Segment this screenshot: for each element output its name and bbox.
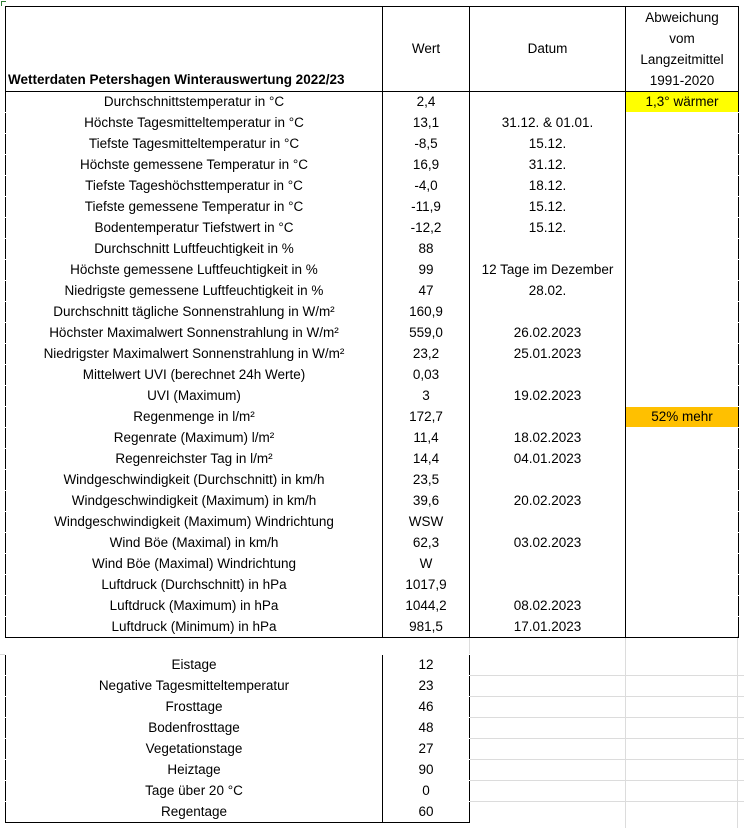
row-label: Windgeschwindigkeit (Maximum) Windrichtung: [54, 514, 334, 529]
row-label: Regenrate (Maximum) l/m²: [113, 430, 275, 445]
table-row: [6, 239, 739, 260]
stat-value: 60: [383, 802, 470, 823]
row-value: 23,5: [383, 470, 470, 491]
table-row: [6, 676, 470, 697]
row-deviation: [626, 617, 739, 638]
row-deviation: [626, 323, 739, 344]
stat-value: 23: [383, 676, 470, 697]
row-date: 25.01.2023: [470, 344, 626, 365]
header-row: [6, 7, 739, 92]
row-date: 31.12.: [470, 155, 626, 176]
table-row: [6, 197, 739, 218]
table-row: [6, 113, 739, 134]
row-date: 26.02.2023: [470, 323, 626, 344]
table-row: [6, 344, 739, 365]
table-row: [6, 365, 739, 386]
row-date: 18.12.: [470, 176, 626, 197]
row-value: WSW: [383, 512, 470, 533]
stat-value: 48: [383, 718, 470, 739]
deviation-header-line: 1991-2020: [649, 73, 715, 88]
row-deviation: [626, 449, 739, 470]
row-date: 18.02.2023: [470, 428, 626, 449]
row-value: -4,0: [383, 176, 470, 197]
row-label: Höchste gemessene Luftfeuchtigkeit in %: [70, 262, 318, 277]
table-row: [6, 407, 739, 428]
table-row: [6, 739, 470, 760]
row-deviation: [626, 428, 739, 449]
stat-value: 0: [383, 781, 470, 802]
row-value: 1017,9: [383, 575, 470, 596]
row-label: Regenmenge in l/m²: [133, 409, 255, 424]
row-value: -11,9: [383, 197, 470, 218]
row-deviation: 52% mehr: [626, 407, 739, 428]
row-value: 2,4: [383, 92, 470, 113]
table-row: [6, 554, 739, 575]
row-value: 47: [383, 281, 470, 302]
stat-value: 27: [383, 739, 470, 760]
table-row: [6, 281, 739, 302]
row-date: 15.12.: [470, 197, 626, 218]
row-label: Wind Böe (Maximal) Windrichtung: [91, 556, 297, 571]
row-date: 15.12.: [470, 134, 626, 155]
row-deviation: [626, 281, 739, 302]
stat-value: 90: [383, 760, 470, 781]
table-row: [6, 617, 739, 638]
row-value: 62,3: [383, 533, 470, 554]
row-value: 39,6: [383, 491, 470, 512]
row-deviation: [626, 239, 739, 260]
table-row: [6, 491, 739, 512]
row-label: Luftdruck (Minimum) in hPa: [111, 619, 277, 634]
row-date: 15.12.: [470, 218, 626, 239]
row-label: Luftdruck (Maximum) in hPa: [109, 598, 279, 613]
table-row: [6, 781, 470, 802]
row-value: 11,4: [383, 428, 470, 449]
table-row: [6, 596, 739, 617]
row-deviation: [626, 197, 739, 218]
row-value: -8,5: [383, 134, 470, 155]
table-row: [6, 92, 739, 113]
row-deviation: [626, 386, 739, 407]
row-label: Tiefste Tageshöchsttemperatur in °C: [85, 178, 303, 193]
row-label: Wind Böe (Maximal) in km/h: [109, 535, 279, 550]
row-label: Durchschnitt tägliche Sonnenstrahlung in W/m²: [53, 304, 335, 319]
table-row: [6, 470, 739, 491]
row-deviation: [626, 134, 739, 155]
weather-table: [5, 6, 739, 638]
row-label: Höchster Maximalwert Sonnenstrahlung in W/m²: [49, 325, 339, 340]
row-deviation: [626, 365, 739, 386]
row-deviation: [626, 176, 739, 197]
row-deviation: [626, 512, 739, 533]
column-header-date: Datum: [470, 7, 626, 92]
row-date: [470, 512, 626, 533]
row-label: Mittelwert UVI (berechnet 24h Werte): [82, 367, 306, 382]
table-title: Wetterdaten Petershagen Winterauswertung 2022/23: [6, 7, 383, 92]
table-row: [6, 697, 470, 718]
table-row: [6, 155, 739, 176]
table-row: [6, 655, 470, 676]
row-deviation: [626, 155, 739, 176]
stat-label: Tage über 20 °C: [145, 783, 243, 798]
row-value: 13,1: [383, 113, 470, 134]
row-label: Windgeschwindigkeit (Durchschnitt) in km/h: [63, 472, 325, 487]
table-row: [6, 449, 739, 470]
table-row: [6, 575, 739, 596]
row-label: Durchschnittstemperatur in °C: [103, 94, 285, 109]
row-date: 08.02.2023: [470, 596, 626, 617]
day-count-table: [5, 654, 470, 823]
row-date: [470, 302, 626, 323]
row-deviation: [626, 113, 739, 134]
column-header-value: Wert: [383, 7, 470, 92]
row-date: 28.02.: [470, 281, 626, 302]
row-value: 3: [383, 386, 470, 407]
row-value: 23,2: [383, 344, 470, 365]
row-label: Windgeschwindigkeit (Maximum) in km/h: [71, 493, 317, 508]
stat-label: Negative Tagesmitteltemperatur: [98, 678, 290, 693]
row-value: 160,9: [383, 302, 470, 323]
stat-label: Frosttage: [165, 699, 223, 714]
table-row: [6, 134, 739, 155]
deviation-header-line: Langzeitmittel: [640, 52, 724, 67]
row-date: 17.01.2023: [470, 617, 626, 638]
table-row: [6, 428, 739, 449]
row-deviation: [626, 302, 739, 323]
row-date: [470, 92, 626, 113]
row-value: 14,4: [383, 449, 470, 470]
table-row: [6, 802, 470, 823]
column-header-deviation: [626, 7, 739, 92]
row-date: 20.02.2023: [470, 491, 626, 512]
deviation-header-line: vom: [669, 31, 695, 46]
row-value: 99: [383, 260, 470, 281]
row-date: [470, 365, 626, 386]
row-label: Tiefste Tagesmitteltemperatur in °C: [88, 136, 300, 151]
table-row: [6, 218, 739, 239]
row-deviation: 1,3° wärmer: [626, 92, 739, 113]
row-value: 88: [383, 239, 470, 260]
row-value: 981,5: [383, 617, 470, 638]
row-label: Niedrigster Maximalwert Sonnenstrahlung in W/m²: [43, 346, 345, 361]
row-deviation: [626, 344, 739, 365]
stat-label: Regentage: [160, 804, 228, 819]
row-date: [470, 407, 626, 428]
row-deviation: [626, 533, 739, 554]
table-row: [6, 260, 739, 281]
row-deviation: [626, 260, 739, 281]
row-date: [470, 239, 626, 260]
stat-label: Bodenfrosttage: [148, 720, 240, 735]
row-deviation: [626, 470, 739, 491]
deviation-header-line: Abweichung: [645, 10, 719, 25]
stat-label: Heiztage: [167, 762, 221, 777]
row-deviation: [626, 596, 739, 617]
row-label: Bodentemperatur Tiefstwert in °C: [94, 220, 294, 235]
stat-value: 12: [383, 655, 470, 676]
row-date: 03.02.2023: [470, 533, 626, 554]
table-row: [6, 533, 739, 554]
row-value: 559,0: [383, 323, 470, 344]
row-deviation: [626, 218, 739, 239]
row-value: 0,03: [383, 365, 470, 386]
table-row: [6, 760, 470, 781]
row-label: Durchschnitt Luftfeuchtigkeit in %: [94, 241, 294, 256]
row-date: [470, 575, 626, 596]
row-value: 172,7: [383, 407, 470, 428]
row-date: [470, 470, 626, 491]
row-label: Höchste Tagesmitteltemperatur in °C: [84, 115, 304, 130]
row-date: 04.01.2023: [470, 449, 626, 470]
stat-label: Vegetationstage: [145, 741, 243, 756]
stat-label: Eistage: [171, 657, 217, 672]
row-date: 12 Tage im Dezember: [470, 260, 626, 281]
row-deviation: [626, 575, 739, 596]
row-deviation: [626, 554, 739, 575]
row-date: 19.02.2023: [470, 386, 626, 407]
row-label: UVI (Maximum): [147, 388, 241, 403]
row-label: Tiefste gemessene Temperatur in °C: [84, 199, 304, 214]
stat-value: 46: [383, 697, 470, 718]
table-row: [6, 718, 470, 739]
row-date: 31.12. & 01.01.: [470, 113, 626, 134]
row-deviation: [626, 491, 739, 512]
table-row: [6, 323, 739, 344]
row-value: 16,9: [383, 155, 470, 176]
table-row: [6, 302, 739, 323]
table-row: [6, 512, 739, 533]
row-value: W: [383, 554, 470, 575]
row-value: -12,2: [383, 218, 470, 239]
row-value: 1044,2: [383, 596, 470, 617]
table-row: [6, 176, 739, 197]
row-label: Niedrigste gemessene Luftfeuchtigkeit in %: [64, 283, 324, 298]
row-label: Luftdruck (Durchschnitt) in hPa: [101, 577, 287, 592]
row-date: [470, 554, 626, 575]
row-label: Höchste gemessene Temperatur in °C: [79, 157, 308, 172]
table-row: [6, 386, 739, 407]
row-label: Regenreichster Tag in l/m²: [115, 451, 273, 466]
